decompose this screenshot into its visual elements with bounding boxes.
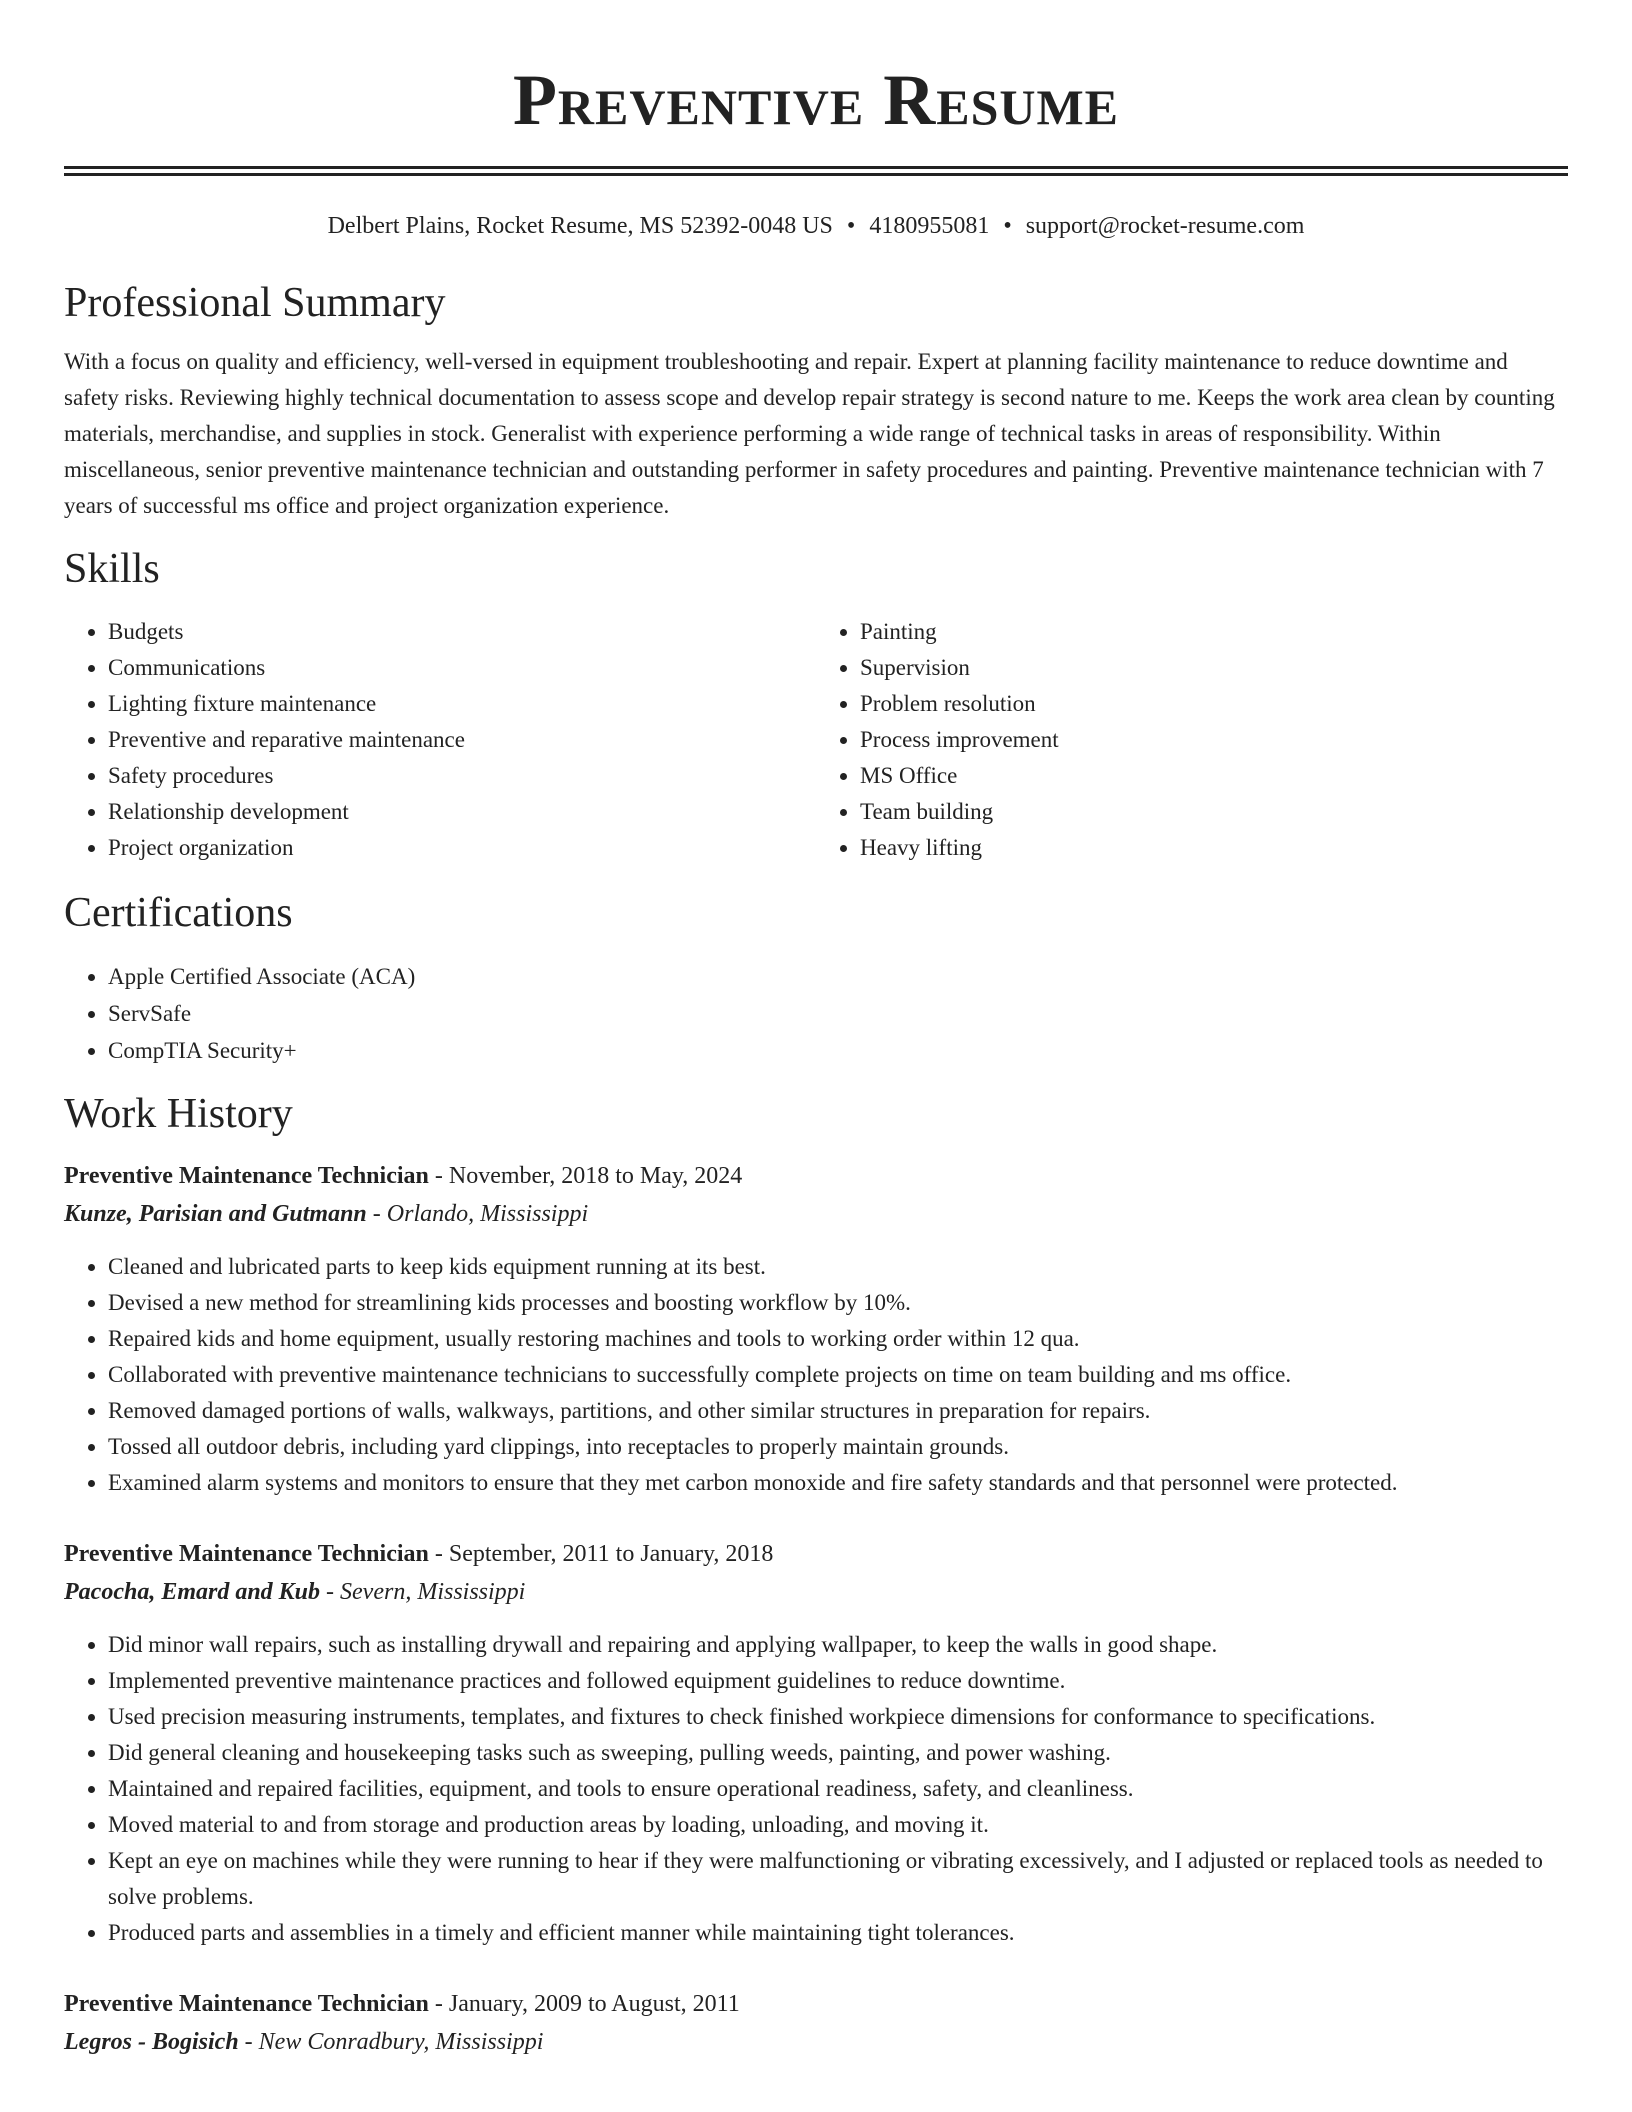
contact-email: support@rocket-resume.com — [1025, 213, 1305, 239]
title-divider — [64, 166, 1568, 176]
summary-text: With a focus on quality and efficiency, well-versed in equipment troubleshooting and repair. Expert at planning facility maintenance to reduce downtime and safety risks. Reviewing highly technical documentation to assess scope and develop repair strategy is second nature to me. Keeps the work area clean by counting materials, merchandise, and supplies in stock. Generalist with experience performing a wide range of technical tasks in areas of responsibility. Within miscellaneous, senior preventive maintenance technician and outstanding performer in safety procedures and painting. Preventive maintenance technician with 7 years of successful ms office and project organization experience. — [64, 349, 1555, 518]
job-company: Pacocha, Emard and Kub — [64, 1579, 321, 1605]
skill-item: • Project organization — [108, 830, 816, 866]
job-title-line — [64, 1985, 1568, 2023]
skill-item: • Lighting fixture maintenance — [108, 686, 816, 722]
skill-item: • Communications — [108, 650, 816, 686]
skill-item: • Problem resolution — [860, 686, 1568, 722]
job-bullet: • Collaborated with preventive maintenance technicians to successfully complete projects on time on team building and ms office. — [108, 1357, 1568, 1393]
certification-item: • Apple Certified Associate (ACA) — [108, 958, 1568, 995]
job-title-line — [64, 1535, 1568, 1573]
job-bullet: • Repaired kids and home equipment, usually restoring machines and tools to working order within 12 qua. — [108, 1321, 1568, 1357]
job-title: Preventive Maintenance Technician — [64, 1991, 429, 2017]
skill-item: • Process improvement — [860, 722, 1568, 758]
skill-item: • Painting — [860, 614, 1568, 650]
skill-item: • Budgets — [108, 614, 816, 650]
job-location: - Orlando, Mississippi — [366, 1201, 589, 1227]
job-bullet: • Devised a new method for streamlining kids processes and boosting workflow by 10%. — [108, 1285, 1568, 1321]
skills-column-left — [64, 614, 816, 866]
skill-item: • Heavy lifting — [860, 830, 1568, 866]
job-dates: - January, 2009 to August, 2011 — [428, 1991, 740, 2017]
skills-heading: Skills — [64, 546, 160, 592]
job-bullets — [64, 1249, 1568, 1501]
certifications-heading: Certifications — [64, 890, 293, 936]
job-company-line — [64, 1195, 1568, 1233]
job-dates: - November, 2018 to May, 2024 — [428, 1163, 743, 1189]
page-title: Preventive Resume — [512, 60, 1120, 140]
job-entry — [64, 1985, 1568, 2061]
job-bullet: • Removed damaged portions of walls, walkways, partitions, and other similar structures in preparation for repairs. — [108, 1393, 1568, 1429]
skill-item: • Relationship development — [108, 794, 816, 830]
job-bullet: • Maintained and repaired facilities, equipment, and tools to ensure operational readiness, safety, and cleanliness. — [108, 1771, 1568, 1807]
certifications-list — [64, 958, 1568, 1069]
job-bullet: • Produced parts and assemblies in a timely and efficient manner while maintaining tight tolerances. — [108, 1915, 1568, 1951]
job-entry — [64, 1157, 1568, 1501]
job-bullet: • Used precision measuring instruments, templates, and fixtures to check finished workpiece dimensions for conformance to specifications. — [108, 1699, 1568, 1735]
certification-item: • CompTIA Security+ — [108, 1032, 1568, 1069]
job-bullet: • Did minor wall repairs, such as installing drywall and repairing and applying wallpaper, to keep the walls in good shape. — [108, 1627, 1568, 1663]
skills-column-right — [816, 614, 1568, 866]
job-location: - Severn, Mississippi — [320, 1579, 526, 1605]
skill-item: • Supervision — [860, 650, 1568, 686]
job-location: - New Conradbury, Mississippi — [238, 2029, 544, 2055]
summary-heading: Professional Summary — [64, 280, 446, 326]
work-history-heading: Work History — [64, 1091, 293, 1137]
job-bullet: • Did general cleaning and housekeeping tasks such as sweeping, pulling weeds, painting, and power washing. — [108, 1735, 1568, 1771]
skill-item: • Preventive and reparative maintenance — [108, 722, 816, 758]
certification-item: • ServSafe — [108, 995, 1568, 1032]
job-company-line — [64, 2023, 1568, 2061]
contact-phone: 4180955081 — [869, 213, 990, 239]
job-title-line — [64, 1157, 1568, 1195]
job-bullet: • Implemented preventive maintenance practices and followed equipment guidelines to reduce downtime. — [108, 1663, 1568, 1699]
job-company-line — [64, 1573, 1568, 1611]
skills-list — [64, 614, 1568, 866]
job-bullet: • Moved material to and from storage and production areas by loading, unloading, and moving it. — [108, 1807, 1568, 1843]
job-dates: - September, 2011 to January, 2018 — [428, 1541, 774, 1567]
job-bullet: • Tossed all outdoor debris, including yard clippings, into receptacles to properly maintain grounds. — [108, 1429, 1568, 1465]
contact-address: Delbert Plains, Rocket Resume, MS 52392-0048 US — [327, 213, 833, 239]
job-company: Kunze, Parisian and Gutmann — [64, 1201, 367, 1227]
contact-separator: • — [1003, 213, 1012, 239]
job-title: Preventive Maintenance Technician — [64, 1541, 429, 1567]
contact-separator: • — [846, 213, 856, 239]
skill-item: • MS Office — [860, 758, 1568, 794]
contact-line — [64, 210, 1568, 242]
job-company: Legros - Bogisich — [64, 2029, 239, 2055]
job-bullet: • Examined alarm systems and monitors to ensure that they met carbon monoxide and fire safety standards and that personnel were protected. — [108, 1465, 1568, 1501]
job-bullets — [64, 1627, 1568, 1951]
job-entry — [64, 1535, 1568, 1951]
job-bullet: • Cleaned and lubricated parts to keep kids equipment running at its best. — [108, 1249, 1568, 1285]
skill-item: • Safety procedures — [108, 758, 816, 794]
job-bullet: • Kept an eye on machines while they were running to hear if they were malfunctioning or vibrating excessively, and I adjusted or replaced tools as needed to solve problems. — [108, 1843, 1568, 1915]
job-title: Preventive Maintenance Technician — [64, 1163, 429, 1189]
skill-item: • Team building — [860, 794, 1568, 830]
